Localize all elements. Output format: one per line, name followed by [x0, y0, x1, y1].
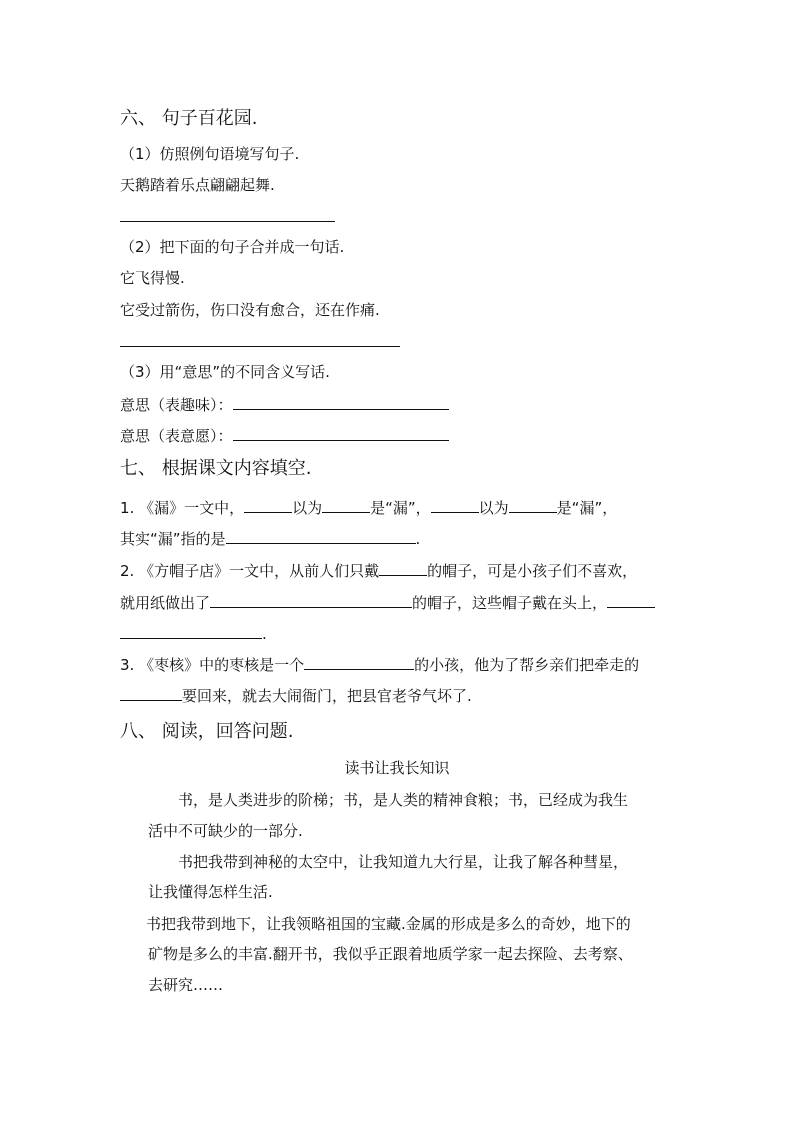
para2-line1: 书把我带到神秘的太空中，让我知道九大行星，让我了解各种彗星， [178, 853, 629, 871]
section-7-heading: 七、 根据课文内容填空. [120, 458, 312, 479]
item3-text-3: 要回来，就去大闹衙门，把县官老爷气坏了. [182, 687, 472, 705]
q3-label-b: 意思（表意愿）： [120, 427, 233, 445]
item2-text-5: . [262, 625, 267, 643]
q3-blank-a[interactable] [233, 394, 449, 410]
item2-blank-1[interactable] [379, 560, 427, 576]
item3-blank-2[interactable] [120, 685, 182, 701]
q2-answer-line[interactable] [120, 346, 400, 347]
para1-line2: 活中不可缺少的一部分. [148, 822, 303, 840]
q3-label-a: 意思（表趣味）： [120, 396, 233, 414]
item2-blank-3[interactable] [607, 592, 655, 608]
item1-blank-3[interactable] [431, 497, 479, 513]
q2-sentence-2: 它受过箭伤，伤口没有愈合，还在作痛. [120, 301, 380, 319]
q2-title: （2）把下面的句子合并成一句话. [120, 238, 345, 256]
q3-blank-b[interactable] [233, 425, 449, 441]
para1-line1: 书，是人类进步的阶梯；书，是人类的精神食粮；书，已经成为我生 [178, 791, 629, 809]
para3-line1: 书把我带到地下，让我领略祖国的宝藏.金属的形成是多么的奇妙，地下的 [146, 915, 631, 933]
q1-example: 天鹅踏着乐点翩翩起舞. [120, 176, 275, 194]
item3-blank-1[interactable] [304, 654, 414, 670]
section-6-heading: 六、 句子百花园. [120, 108, 258, 129]
item1-text-1: 1. 《漏》一文中， [120, 499, 245, 517]
item1-text-6: 其实“漏”指的是 [120, 530, 226, 548]
item1-blank-5[interactable] [226, 528, 416, 544]
item3-text-1: 3. 《枣核》中的枣核是一个 [120, 656, 305, 674]
item3-text-2: 的小孩，他为了帮乡亲们把牵走的 [414, 656, 640, 674]
item1-text-3: 是“漏”， [370, 499, 431, 517]
item1-text-2: 以为 [292, 499, 323, 517]
passage-title: 读书让我长知识 [344, 759, 450, 777]
item1-text-5: 是“漏”， [556, 499, 618, 517]
item1-text-4: 以为 [478, 499, 509, 517]
item1-text-7: . [415, 530, 421, 548]
item2-text-3: 就用纸做出了 [120, 594, 211, 612]
item2-text-4: 的帽子，这些帽子戴在头上， [412, 594, 608, 612]
para2-line2: 让我懂得怎样生活. [148, 883, 273, 901]
item2-text-1: 2. 《方帽子店》一文中，从前人们只戴 [120, 562, 380, 580]
q1-title: （1）仿照例句语境写句子. [120, 145, 300, 163]
item1-blank-4[interactable] [509, 497, 557, 513]
item2-blank-3-cont[interactable] [120, 623, 262, 639]
q3-title: （3）用“意思”的不同含义写话. [120, 363, 330, 381]
item2-text-2: 的帽子，可是小孩子们不喜欢， [427, 562, 638, 580]
q2-sentence-1: 它飞得慢. [120, 269, 185, 287]
item1-blank-2[interactable] [322, 497, 370, 513]
item1-blank-1[interactable] [244, 497, 292, 513]
para3-line3: 去研究…… [148, 976, 224, 994]
q1-answer-line[interactable] [120, 221, 335, 222]
section-8-heading: 八、 阅读，回答问题. [120, 721, 294, 742]
item2-blank-2[interactable] [210, 592, 412, 608]
para3-line2: 矿物是多么的丰富.翻开书，我似乎正跟着地质学家一起去探险、去考察、 [148, 945, 633, 963]
